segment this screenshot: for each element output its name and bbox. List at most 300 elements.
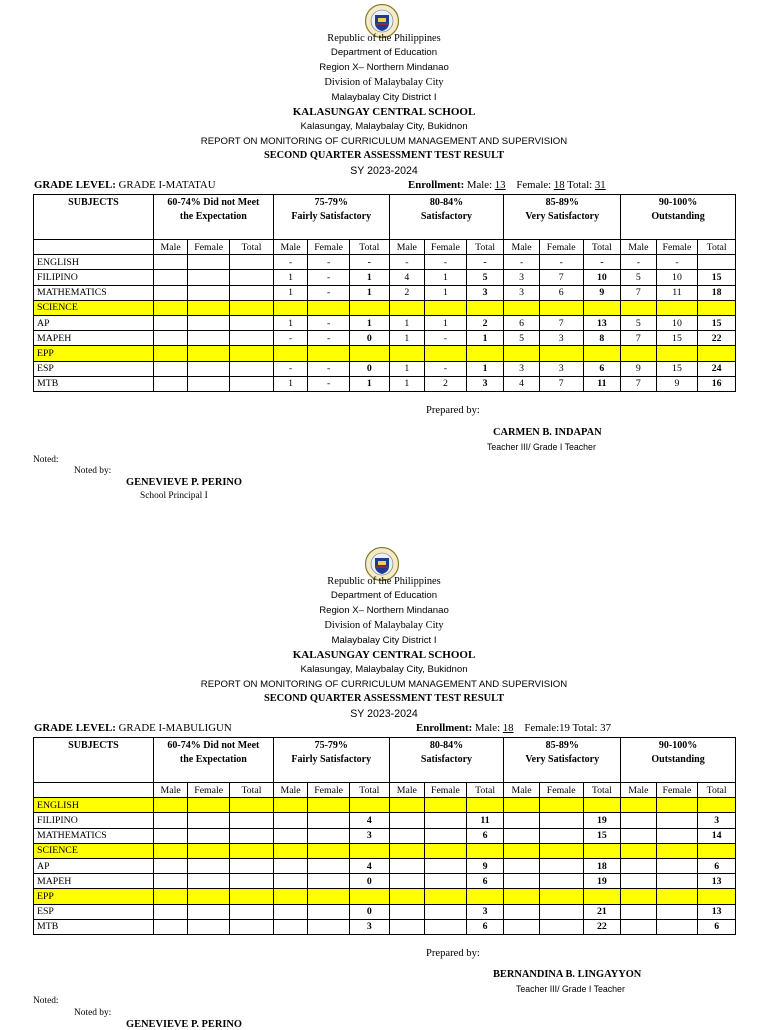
- range-90-100-header: 90-100% Outstanding: [621, 195, 736, 240]
- score-cell: [539, 858, 583, 873]
- female-col: Female: [425, 783, 467, 798]
- score-cell: [230, 904, 274, 919]
- header-department: Department of Education: [330, 590, 438, 601]
- score-cell: [188, 346, 230, 361]
- score-cell: 16: [698, 376, 736, 391]
- score-cell: [188, 255, 230, 270]
- score-cell: 21: [583, 904, 621, 919]
- noted-label: Noted:: [33, 996, 59, 1006]
- enrollment: Enrollment: Male: 13 Female: 18 Total: 31: [408, 179, 606, 191]
- score-cell: [656, 798, 698, 813]
- report-title: REPORT ON MONITORING OF CURRICULUM MANAGEMENT AND SUPERVISION: [200, 136, 568, 147]
- score-cell: 1: [273, 270, 307, 285]
- score-cell: [621, 346, 656, 361]
- score-cell: [273, 300, 307, 315]
- female-col: Female: [656, 783, 698, 798]
- score-cell: 10: [583, 270, 621, 285]
- male-col: Male: [389, 783, 424, 798]
- score-cell: [308, 889, 350, 904]
- score-cell: -: [466, 255, 504, 270]
- score-cell: 18: [583, 858, 621, 873]
- results-table: [33, 737, 736, 935]
- score-cell: [153, 255, 187, 270]
- score-cell: [583, 889, 621, 904]
- score-cell: 1: [349, 376, 389, 391]
- score-cell: -: [308, 331, 350, 346]
- score-cell: [153, 874, 187, 889]
- score-cell: [153, 828, 187, 843]
- score-cell: [230, 813, 274, 828]
- score-cell: [656, 874, 698, 889]
- score-cell: [698, 843, 736, 858]
- noted-label: Noted:: [33, 455, 59, 465]
- score-cell: [539, 346, 583, 361]
- score-cell: [153, 843, 187, 858]
- score-cell: 15: [656, 331, 698, 346]
- score-cell: [539, 874, 583, 889]
- score-cell: 4: [389, 270, 424, 285]
- score-cell: [230, 361, 274, 376]
- score-cell: [153, 270, 187, 285]
- subjects-header: SUBJECTS: [34, 195, 154, 240]
- score-cell: 4: [349, 813, 389, 828]
- score-cell: [539, 828, 583, 843]
- score-cell: -: [308, 285, 350, 300]
- score-cell: [188, 285, 230, 300]
- score-cell: 24: [698, 361, 736, 376]
- score-cell: 1: [349, 285, 389, 300]
- score-cell: [308, 874, 350, 889]
- score-cell: [504, 798, 539, 813]
- subject-cell: ESP: [34, 361, 154, 376]
- score-cell: 10: [656, 315, 698, 330]
- subject-cell: AP: [34, 315, 154, 330]
- score-cell: -: [656, 255, 698, 270]
- score-cell: [389, 874, 424, 889]
- score-cell: [273, 858, 307, 873]
- female-col: Female: [308, 783, 350, 798]
- male-col: Male: [153, 240, 187, 255]
- score-cell: [389, 346, 424, 361]
- score-cell: [583, 300, 621, 315]
- header-region: Region X– Northern Mindanao: [319, 62, 449, 73]
- subjects-header: SUBJECTS: [34, 738, 154, 783]
- table-header-row: [34, 195, 736, 240]
- score-cell: [656, 904, 698, 919]
- enrollment: Enrollment: Male: 18 Female:19 Total: 37: [416, 722, 611, 734]
- score-cell: [308, 843, 350, 858]
- table-row: [34, 813, 736, 828]
- school-year: SY 2023-2024: [350, 708, 418, 720]
- score-cell: [273, 798, 307, 813]
- subject-cell: ENGLISH: [34, 798, 154, 813]
- male-col: Male: [621, 240, 656, 255]
- score-cell: [230, 376, 274, 391]
- header-division: Division of Malaybalay City: [324, 620, 444, 631]
- female-col: Female: [308, 240, 350, 255]
- table-row: [34, 300, 736, 315]
- score-cell: 1: [466, 361, 504, 376]
- score-cell: 1: [273, 285, 307, 300]
- score-cell: [308, 858, 350, 873]
- score-cell: 5: [466, 270, 504, 285]
- score-cell: [621, 858, 656, 873]
- score-cell: [230, 300, 274, 315]
- score-cell: 3: [539, 361, 583, 376]
- score-cell: [230, 858, 274, 873]
- score-cell: [230, 315, 274, 330]
- header-republic: Republic of the Philippines: [327, 33, 441, 44]
- table-row: [34, 361, 736, 376]
- score-cell: [153, 904, 187, 919]
- score-cell: [230, 874, 274, 889]
- score-cell: [349, 300, 389, 315]
- score-cell: [153, 919, 187, 934]
- score-cell: [583, 346, 621, 361]
- score-cell: [621, 919, 656, 934]
- score-cell: 6: [466, 874, 504, 889]
- score-cell: 1: [389, 331, 424, 346]
- score-cell: [389, 813, 424, 828]
- score-cell: -: [273, 361, 307, 376]
- table-row: [34, 798, 736, 813]
- score-cell: [656, 828, 698, 843]
- score-cell: [656, 813, 698, 828]
- score-cell: [273, 828, 307, 843]
- male-col: Male: [273, 240, 307, 255]
- score-cell: [273, 889, 307, 904]
- score-cell: [425, 919, 467, 934]
- score-cell: 1: [389, 315, 424, 330]
- score-cell: 1: [349, 315, 389, 330]
- subject-cell: MAPEH: [34, 874, 154, 889]
- score-cell: 3: [466, 376, 504, 391]
- score-cell: [230, 285, 274, 300]
- male-col: Male: [153, 783, 187, 798]
- score-cell: [308, 798, 350, 813]
- score-cell: [621, 300, 656, 315]
- grade-level: GRADE LEVEL: GRADE I-MABULIGUN: [34, 722, 232, 734]
- male-col: Male: [389, 240, 424, 255]
- table-row: [34, 874, 736, 889]
- score-cell: [698, 798, 736, 813]
- grade-level: GRADE LEVEL: GRADE I-MATATAU: [34, 179, 216, 191]
- subject-cell: MTB: [34, 919, 154, 934]
- score-cell: [349, 843, 389, 858]
- total-col: Total: [349, 240, 389, 255]
- score-cell: 7: [621, 331, 656, 346]
- score-cell: [153, 300, 187, 315]
- score-cell: 6: [504, 315, 539, 330]
- score-cell: -: [308, 270, 350, 285]
- results-table: [33, 194, 736, 392]
- table-row: [34, 919, 736, 934]
- score-cell: [273, 813, 307, 828]
- score-cell: [504, 300, 539, 315]
- male-col: Male: [504, 240, 539, 255]
- score-cell: [583, 843, 621, 858]
- score-cell: 1: [349, 270, 389, 285]
- table-row: [34, 843, 736, 858]
- score-cell: 13: [698, 874, 736, 889]
- score-cell: -: [425, 255, 467, 270]
- score-cell: [504, 858, 539, 873]
- score-cell: 9: [656, 376, 698, 391]
- subject-cell: EPP: [34, 889, 154, 904]
- results-body: [34, 798, 736, 935]
- test-title: SECOND QUARTER ASSESSMENT TEST RESULT: [263, 693, 505, 704]
- score-cell: [273, 346, 307, 361]
- score-cell: 1: [425, 270, 467, 285]
- female-col: Female: [188, 783, 230, 798]
- subject-cell: ESP: [34, 904, 154, 919]
- report-title: REPORT ON MONITORING OF CURRICULUM MANAGEMENT AND SUPERVISION: [200, 679, 568, 690]
- score-cell: [504, 874, 539, 889]
- range-80-84-header: 80-84% Satisfactory: [389, 195, 504, 240]
- score-cell: 3: [349, 919, 389, 934]
- score-cell: [188, 874, 230, 889]
- score-cell: 3: [504, 270, 539, 285]
- score-cell: 3: [698, 813, 736, 828]
- female-col: Female: [425, 240, 467, 255]
- score-cell: [656, 919, 698, 934]
- score-cell: [153, 858, 187, 873]
- score-cell: -: [308, 255, 350, 270]
- score-cell: -: [273, 331, 307, 346]
- score-cell: -: [425, 361, 467, 376]
- score-cell: [389, 798, 424, 813]
- score-cell: [466, 346, 504, 361]
- score-cell: [425, 904, 467, 919]
- score-cell: [349, 346, 389, 361]
- score-cell: [188, 889, 230, 904]
- score-cell: -: [308, 361, 350, 376]
- score-cell: [273, 904, 307, 919]
- table-row: [34, 376, 736, 391]
- score-cell: 0: [349, 874, 389, 889]
- score-cell: 1: [273, 315, 307, 330]
- score-cell: [425, 858, 467, 873]
- score-cell: [188, 904, 230, 919]
- score-cell: [621, 798, 656, 813]
- school-name: KALASUNGAY CENTRAL SCHOOL: [292, 106, 476, 118]
- score-cell: [504, 843, 539, 858]
- teacher-title: Teacher III/ Grade I Teacher: [487, 442, 596, 452]
- score-cell: [621, 904, 656, 919]
- score-cell: 7: [621, 376, 656, 391]
- test-title: SECOND QUARTER ASSESSMENT TEST RESULT: [263, 150, 505, 161]
- score-cell: [188, 798, 230, 813]
- score-cell: [389, 858, 424, 873]
- score-cell: [308, 346, 350, 361]
- range-90-100-header: 90-100% Outstanding: [621, 738, 736, 783]
- score-cell: -: [583, 255, 621, 270]
- score-cell: 3: [349, 828, 389, 843]
- table-row: [34, 828, 736, 843]
- subject-cell: EPP: [34, 346, 154, 361]
- score-cell: 19: [583, 874, 621, 889]
- score-cell: 6: [466, 919, 504, 934]
- range-80-84-header: 80-84% Satisfactory: [389, 738, 504, 783]
- score-cell: -: [504, 255, 539, 270]
- score-cell: [656, 843, 698, 858]
- score-cell: [389, 919, 424, 934]
- subject-cell: FILIPINO: [34, 270, 154, 285]
- score-cell: [698, 889, 736, 904]
- male-col: Male: [504, 783, 539, 798]
- score-cell: [621, 889, 656, 904]
- score-cell: 1: [466, 331, 504, 346]
- score-cell: [308, 904, 350, 919]
- score-cell: [504, 346, 539, 361]
- range-75-79-header: 75-79% Fairly Satisfactory: [273, 195, 389, 240]
- score-cell: [621, 874, 656, 889]
- range-60-74-header: 60-74% Did not Meet the Expectation: [153, 738, 273, 783]
- score-cell: [466, 889, 504, 904]
- school-year: SY 2023-2024: [350, 165, 418, 177]
- gender-subheader-row: [34, 240, 736, 255]
- score-cell: [273, 874, 307, 889]
- score-cell: [188, 813, 230, 828]
- table-header-row: [34, 738, 736, 783]
- score-cell: 14: [698, 828, 736, 843]
- score-cell: [698, 255, 736, 270]
- score-cell: [504, 919, 539, 934]
- score-cell: 18: [698, 285, 736, 300]
- score-cell: 0: [349, 904, 389, 919]
- score-cell: [188, 828, 230, 843]
- score-cell: 7: [621, 285, 656, 300]
- score-cell: [621, 828, 656, 843]
- score-cell: [425, 300, 467, 315]
- score-cell: [466, 300, 504, 315]
- subject-cell: MATHEMATICS: [34, 285, 154, 300]
- score-cell: 3: [466, 904, 504, 919]
- score-cell: [230, 828, 274, 843]
- score-cell: 3: [466, 285, 504, 300]
- score-cell: -: [349, 255, 389, 270]
- score-cell: [188, 858, 230, 873]
- score-cell: [425, 889, 467, 904]
- score-cell: [230, 889, 274, 904]
- score-cell: 3: [504, 285, 539, 300]
- total-col: Total: [583, 240, 621, 255]
- table-row: [34, 255, 736, 270]
- score-cell: [539, 904, 583, 919]
- table-row: [34, 346, 736, 361]
- score-cell: 6: [539, 285, 583, 300]
- score-cell: [153, 285, 187, 300]
- total-col: Total: [230, 783, 274, 798]
- score-cell: [583, 798, 621, 813]
- total-col: Total: [583, 783, 621, 798]
- score-cell: 3: [504, 361, 539, 376]
- header-district: Malaybalay City District I: [331, 635, 437, 646]
- score-cell: [188, 361, 230, 376]
- score-cell: [153, 798, 187, 813]
- score-cell: [656, 858, 698, 873]
- score-cell: [539, 813, 583, 828]
- score-cell: -: [539, 255, 583, 270]
- score-cell: 1: [425, 285, 467, 300]
- header-region: Region X– Northern Mindanao: [319, 605, 449, 616]
- score-cell: 11: [656, 285, 698, 300]
- total-col: Total: [230, 240, 274, 255]
- score-cell: [539, 889, 583, 904]
- score-cell: [230, 270, 274, 285]
- header-district: Malaybalay City District I: [331, 92, 437, 103]
- score-cell: [504, 813, 539, 828]
- principal-name: GENEVIEVE P. PERINO: [126, 477, 242, 488]
- score-cell: 13: [583, 315, 621, 330]
- range-60-74-header: 60-74% Did not Meet the Expectation: [153, 195, 273, 240]
- score-cell: [273, 843, 307, 858]
- score-cell: 9: [621, 361, 656, 376]
- score-cell: [621, 843, 656, 858]
- score-cell: [656, 346, 698, 361]
- school-address: Kalasungay, Malaybalay City, Bukidnon: [300, 664, 468, 675]
- score-cell: 11: [466, 813, 504, 828]
- prepared-by-label: Prepared by:: [426, 948, 480, 959]
- score-cell: [308, 828, 350, 843]
- subject-cell: MTB: [34, 376, 154, 391]
- score-cell: [230, 346, 274, 361]
- header-department: Department of Education: [330, 47, 438, 58]
- score-cell: [188, 376, 230, 391]
- score-cell: 7: [539, 315, 583, 330]
- principal-title: School Principal I: [140, 491, 208, 501]
- score-cell: 3: [539, 331, 583, 346]
- female-col: Female: [539, 240, 583, 255]
- score-cell: [698, 300, 736, 315]
- score-cell: [230, 798, 274, 813]
- teacher-name: CARMEN B. INDAPAN: [493, 427, 602, 438]
- subject-cell: SCIENCE: [34, 843, 154, 858]
- male-col: Male: [273, 783, 307, 798]
- score-cell: 2: [389, 285, 424, 300]
- score-cell: [153, 315, 187, 330]
- score-cell: 6: [466, 828, 504, 843]
- score-cell: 0: [349, 361, 389, 376]
- score-cell: [425, 798, 467, 813]
- subject-cell: MATHEMATICS: [34, 828, 154, 843]
- score-cell: [349, 798, 389, 813]
- score-cell: -: [425, 331, 467, 346]
- noted-by-label: Noted by:: [74, 1008, 112, 1018]
- score-cell: [308, 300, 350, 315]
- score-cell: 4: [349, 858, 389, 873]
- subject-cell: SCIENCE: [34, 300, 154, 315]
- score-cell: 2: [466, 315, 504, 330]
- score-cell: [230, 843, 274, 858]
- teacher-name: BERNANDINA B. LINGAYYON: [493, 969, 642, 980]
- score-cell: [230, 255, 274, 270]
- score-cell: 11: [583, 376, 621, 391]
- score-cell: [656, 889, 698, 904]
- total-col: Total: [349, 783, 389, 798]
- score-cell: [230, 331, 274, 346]
- score-cell: 0: [349, 331, 389, 346]
- table-row: [34, 270, 736, 285]
- score-cell: [466, 843, 504, 858]
- score-cell: [349, 889, 389, 904]
- score-cell: -: [621, 255, 656, 270]
- score-cell: [389, 300, 424, 315]
- score-cell: [389, 828, 424, 843]
- range-75-79-header: 75-79% Fairly Satisfactory: [273, 738, 389, 783]
- range-85-89-header: 85-89% Very Satisfactory: [504, 738, 621, 783]
- total-col: Total: [698, 240, 736, 255]
